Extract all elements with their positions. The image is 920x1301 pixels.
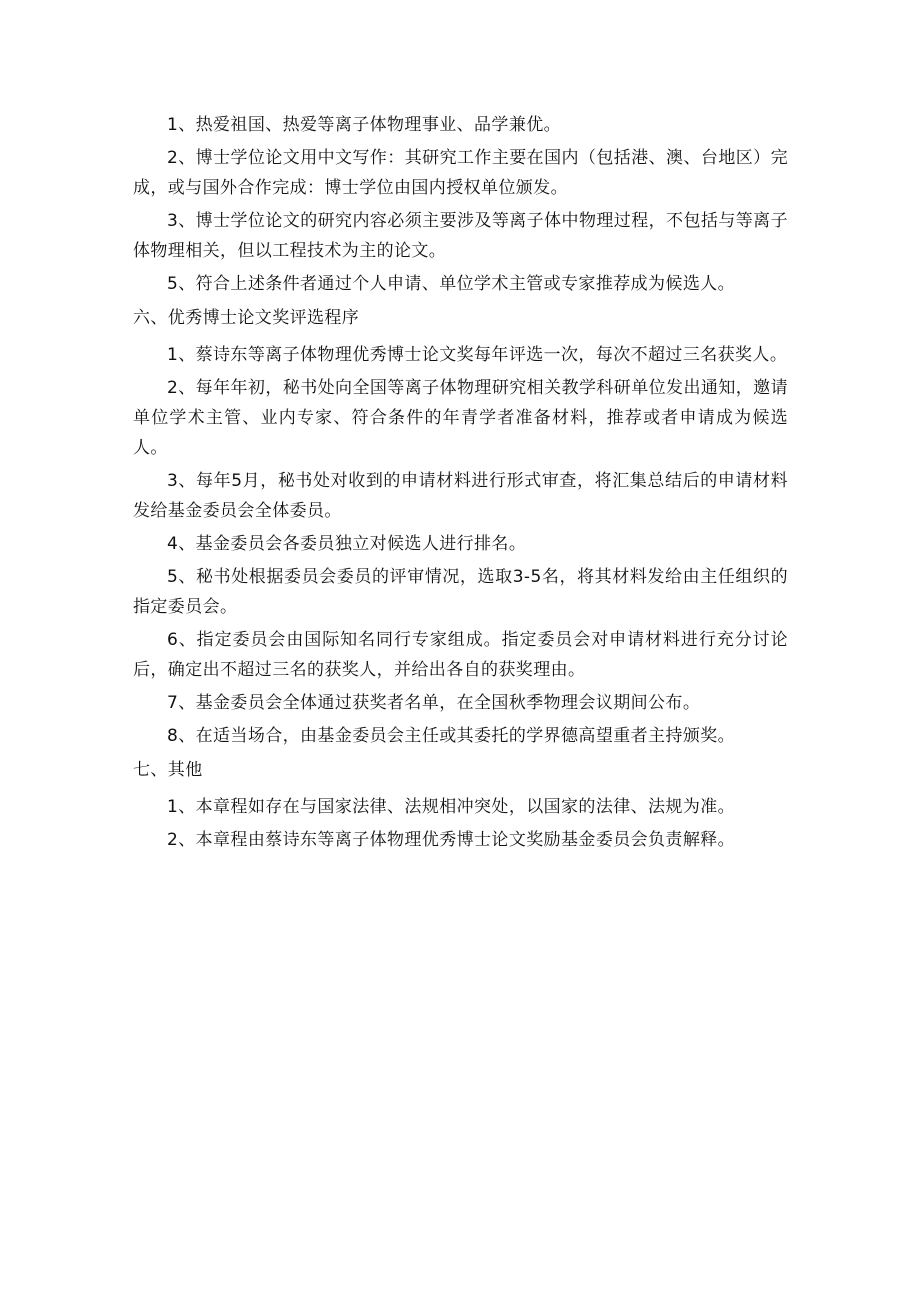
criteria-item-2: 2、博士学位论文用中文写作：其研究工作主要在国内（包括港、澳、台地区）完成，或与国外合作完成：博士学位由国内授权单位颁发。 bbox=[133, 148, 788, 198]
section-7-heading: 七、其他 bbox=[133, 760, 203, 780]
procedure-item-1: 1、蔡诗东等离子体物理优秀博士论文奖每年评选一次，每次不超过三名获奖人。 bbox=[167, 345, 788, 365]
procedure-item-4: 4、基金委员会各委员独立对候选人进行排名。 bbox=[167, 534, 527, 554]
criteria-item-3: 3、博士学位论文的研究内容必须主要涉及等离子体中物理过程，不包括与等离子体物理相关，但以工程技术为主的论文。 bbox=[133, 211, 788, 261]
criteria-item-1: 1、热爱祖国、热爱等离子体物理事业、品学兼优。 bbox=[167, 115, 562, 135]
procedure-item-6: 6、指定委员会由国际知名同行专家组成。指定委员会对申请材料进行充分讨论后，确定出不超过三名的获奖人，并给出各自的获奖理由。 bbox=[133, 630, 788, 680]
section-7 bbox=[133, 755, 788, 855]
procedure-item-2: 2、每年年初，秘书处向全国等离子体物理研究相关教学科研单位发出通知，邀请单位学术主管、业内专家、符合条件的年青学者准备材料，推荐或者申请成为候选人。 bbox=[133, 378, 788, 458]
section-6-heading: 六、优秀博士论文奖评选程序 bbox=[133, 308, 360, 328]
document-page bbox=[133, 110, 788, 858]
section-5-criteria bbox=[133, 110, 788, 299]
procedure-item-5: 5、秘书处根据委员会委员的评审情况，选取3-5名，将其材料发给由主任组织的指定委员会。 bbox=[133, 567, 788, 617]
procedure-item-3: 3、每年5月，秘书处对收到的申请材料进行形式审查，将汇集总结后的申请材料发给基金委员会全体委员。 bbox=[133, 471, 788, 521]
other-item-2: 2、本章程由蔡诗东等离子体物理优秀博士论文奖励基金委员会负责解释。 bbox=[167, 830, 736, 850]
other-item-1: 1、本章程如存在与国家法律、法规相冲突处，以国家的法律、法规为准。 bbox=[167, 797, 736, 817]
section-6 bbox=[133, 303, 788, 751]
criteria-item-5: 5、符合上述条件者通过个人申请、单位学术主管或专家推荐成为候选人。 bbox=[167, 274, 736, 294]
procedure-item-8: 8、在适当场合，由基金委员会主任或其委托的学界德高望重者主持颁奖。 bbox=[167, 726, 736, 746]
procedure-item-7: 7、基金委员会全体通过获奖者名单，在全国秋季物理会议期间公布。 bbox=[167, 693, 701, 713]
